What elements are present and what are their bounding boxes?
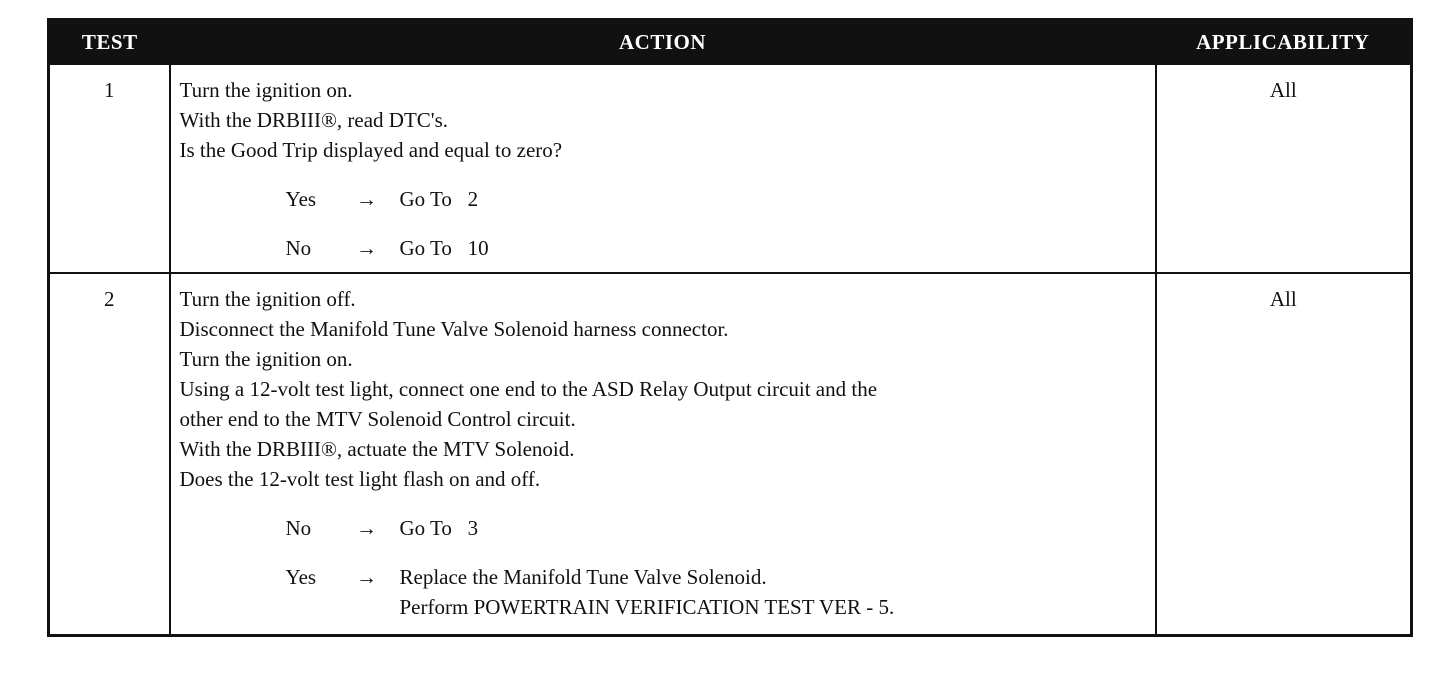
answer-target: Go To 3 bbox=[399, 516, 479, 540]
action-step: With the DRBIII®, actuate the MTV Solenoid. bbox=[179, 437, 575, 461]
arrow-right-icon: → bbox=[356, 187, 377, 211]
answer-target-line: Replace the Manifold Tune Valve Solenoid. bbox=[399, 565, 767, 589]
header-test: TEST bbox=[49, 20, 170, 65]
action-step: other end to the MTV Solenoid Control circuit. bbox=[179, 407, 576, 431]
answer-list bbox=[180, 513, 1147, 622]
applicability-cell: All bbox=[1156, 64, 1412, 273]
answer-option bbox=[286, 184, 1147, 214]
table-row bbox=[49, 64, 1412, 273]
action-step: Is the Good Trip displayed and equal to zero? bbox=[179, 138, 563, 162]
action-step: Turn the ignition off. bbox=[179, 287, 356, 311]
action-step: With the DRBIII®, read DTC's. bbox=[179, 108, 449, 132]
answer-option bbox=[286, 513, 1147, 543]
action-step: Turn the ignition on. bbox=[179, 347, 353, 371]
answer-word: No bbox=[285, 516, 312, 540]
arrow-right-icon: → bbox=[356, 236, 377, 260]
arrow-right-icon: → bbox=[356, 565, 377, 589]
arrow-right-icon: → bbox=[356, 516, 377, 540]
action-step: Turn the ignition on. bbox=[179, 78, 353, 102]
header-action: ACTION bbox=[170, 20, 1156, 65]
action-step: Disconnect the Manifold Tune Valve Solenoid harness connector. bbox=[179, 317, 729, 341]
answer-target: Go To 2 bbox=[399, 187, 479, 211]
answer-word: Yes bbox=[285, 565, 317, 589]
action-step: Using a 12-volt test light, connect one end to the ASD Relay Output circuit and the bbox=[179, 377, 878, 401]
answer-target bbox=[400, 562, 895, 622]
answer-word: No bbox=[285, 236, 312, 260]
action-cell bbox=[170, 64, 1156, 273]
answer-option bbox=[286, 562, 1147, 622]
test-number: 2 bbox=[49, 273, 170, 635]
applicability-cell: All bbox=[1156, 273, 1412, 635]
action-cell bbox=[170, 273, 1156, 635]
table-row bbox=[49, 273, 1412, 635]
header-applicability: APPLICABILITY bbox=[1156, 20, 1412, 65]
test-number: 1 bbox=[49, 64, 170, 273]
answer-word: Yes bbox=[285, 187, 317, 211]
answer-list bbox=[180, 184, 1147, 263]
action-step: Does the 12-volt test light flash on and off. bbox=[179, 467, 541, 491]
answer-target-line: Perform POWERTRAIN VERIFICATION TEST VER - 5. bbox=[399, 595, 895, 619]
diagnostic-test-table bbox=[47, 18, 1413, 637]
answer-option bbox=[286, 233, 1147, 263]
answer-target: Go To 10 bbox=[399, 236, 489, 260]
table-header-row bbox=[49, 20, 1412, 65]
